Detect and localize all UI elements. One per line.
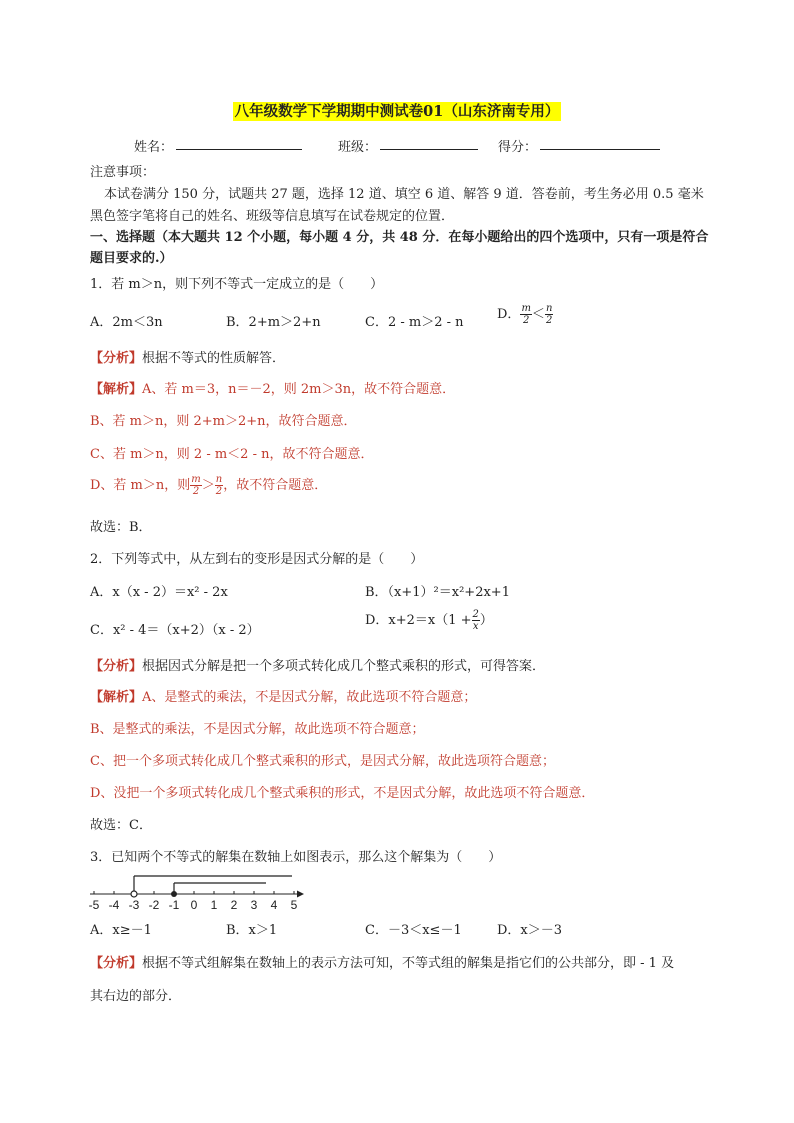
axis-tick-label: 5 bbox=[290, 898, 298, 912]
q1-answer: 故选：B． bbox=[90, 520, 152, 535]
q1-option-c: C．2 - m＞2 - n bbox=[365, 315, 464, 330]
q2-solution-a: 【解析】A、是整式的乘法，不是因式分解，故此选项不符合题意； bbox=[90, 690, 477, 705]
axis-tick-label: 0 bbox=[190, 898, 198, 912]
q1-option-a: A．2m＜3n bbox=[90, 315, 163, 330]
axis-tick-label: -1 bbox=[168, 898, 180, 912]
open-point bbox=[131, 891, 137, 897]
axis-tick-label: -2 bbox=[148, 898, 160, 912]
page-title: 八年级数学下学期期中测试卷01（山东济南专用） bbox=[234, 103, 560, 120]
q2-stem: 2．下列等式中，从左到右的变形是因式分解的是（ ） bbox=[90, 552, 424, 567]
notes-heading: 注意事项： bbox=[90, 165, 156, 180]
q3-stem: 3．已知两个不等式的解集在数轴上如图表示，那么这个解集为（ ） bbox=[90, 850, 502, 865]
q2-solution-b: B、是整式的乘法，不是因式分解，故此选项不符合题意； bbox=[90, 722, 425, 737]
q1-option-d-prefix: D． bbox=[497, 307, 521, 322]
q3-analysis-1: 【分析】根据不等式组解集在数轴上的表示方法可知，不等式组的解集是指它们的公共部分，即 - 1 及 bbox=[90, 956, 675, 971]
q1-option-b: B．2+m＞2+n bbox=[226, 315, 321, 330]
axis-tick-label: -4 bbox=[108, 898, 120, 912]
closed-point bbox=[171, 891, 177, 897]
fraction: $\frac{m}{2}$ bbox=[191, 474, 201, 497]
q1-solution-b: B、若 m＞n，则 2+m＞2+n，故符合题意． bbox=[90, 414, 357, 429]
q2-solution-c: C、把一个多项式转化成几个整式乘积的形式，是因式分解，故此选项符合题意； bbox=[90, 754, 555, 769]
q2-option-a: A．x（x - 2）＝x² - 2x bbox=[90, 585, 228, 600]
axis-tick-label: -5 bbox=[88, 898, 100, 912]
q1-analysis: 【分析】根据不等式的性质解答． bbox=[90, 351, 286, 366]
arrow-head-icon bbox=[297, 891, 304, 898]
number-line-figure bbox=[86, 868, 316, 912]
axis-tick-label: 2 bbox=[230, 898, 238, 912]
axis-tick-label: 4 bbox=[270, 898, 278, 912]
fraction: $\frac{m}{2}$ bbox=[521, 303, 531, 326]
q2-solution-d: D、没把一个多项式转化成几个整式乘积的形式，不是因式分解，故此选项不符合题意． bbox=[90, 786, 595, 801]
name-label: 姓名： bbox=[134, 140, 174, 155]
q1-solution-c: C、若 m＞n，则 2 - m＜2 - n，故不符合题意． bbox=[90, 447, 374, 462]
score-label: 得分： bbox=[498, 140, 538, 155]
fraction: $\frac{n}{2}$ bbox=[545, 303, 553, 326]
fraction: $\frac{2}{x}$ bbox=[472, 609, 479, 632]
q2-option-d: D．x+2＝x（1 + $\frac{2}{x}$ ） bbox=[365, 609, 493, 632]
q3-analysis-2: 其右边的部分． bbox=[90, 989, 182, 1004]
q2-option-b: B．（x+1）²＝x²+2x+1 bbox=[365, 585, 510, 600]
section-heading-1: 一、选择题（本大题共 12 个小题，每小题 4 分，共 48 分．在每小题给出的四个选项中，只有一项是符合 bbox=[90, 230, 709, 245]
fraction: $\frac{n}{2}$ bbox=[215, 474, 223, 497]
q1-stem: 1．若 m＞n，则下列不等式一定成立的是（ ） bbox=[90, 277, 384, 292]
q2-analysis: 【分析】根据因式分解是把一个多项式转化成几个整式乘积的形式，可得答案． bbox=[90, 659, 546, 674]
section-heading-2: 题目要求的.） bbox=[90, 251, 173, 266]
axis-tick-label: 3 bbox=[250, 898, 258, 912]
q2-option-c: C．x² - 4＝（x+2）（x - 2） bbox=[90, 623, 260, 638]
q3-option-b: B．x＞1 bbox=[226, 923, 278, 938]
q3-option-c: C．－3＜x≤－1 bbox=[365, 923, 462, 938]
class-blank bbox=[380, 137, 478, 150]
q1-option-d: D． $\frac{m}{2}$ ＜ $\frac{n}{2}$ bbox=[497, 303, 553, 326]
q3-option-d: D．x＞－3 bbox=[497, 923, 563, 938]
name-blank bbox=[176, 137, 302, 150]
q1-solution-d: D、若 m＞n，则 $\frac{m}{2}$ ＞ $\frac{n}{2}$ ，故不符合题意． bbox=[90, 474, 328, 497]
q1-solution-a: 【解析】A、若 m＝3，n＝－2，则 2m＞3n，故不符合题意． bbox=[90, 382, 456, 397]
notes-line-1: 本试卷满分 150 分，试题共 27 题，选择 12 道、填空 6 道、解答 9 道．答卷前，考生务必用 0.5 毫米 bbox=[104, 187, 704, 202]
class-label: 班级： bbox=[338, 140, 378, 155]
q3-option-a: A．x≥－1 bbox=[90, 923, 152, 938]
axis-tick-label: -3 bbox=[128, 898, 140, 912]
notes-line-2: 黑色签字笔将自己的姓名、班级等信息填写在试卷规定的位置． bbox=[90, 209, 455, 224]
q2-answer: 故选：C． bbox=[90, 818, 152, 833]
score-blank bbox=[540, 137, 660, 150]
axis-tick-label: 1 bbox=[210, 898, 218, 912]
